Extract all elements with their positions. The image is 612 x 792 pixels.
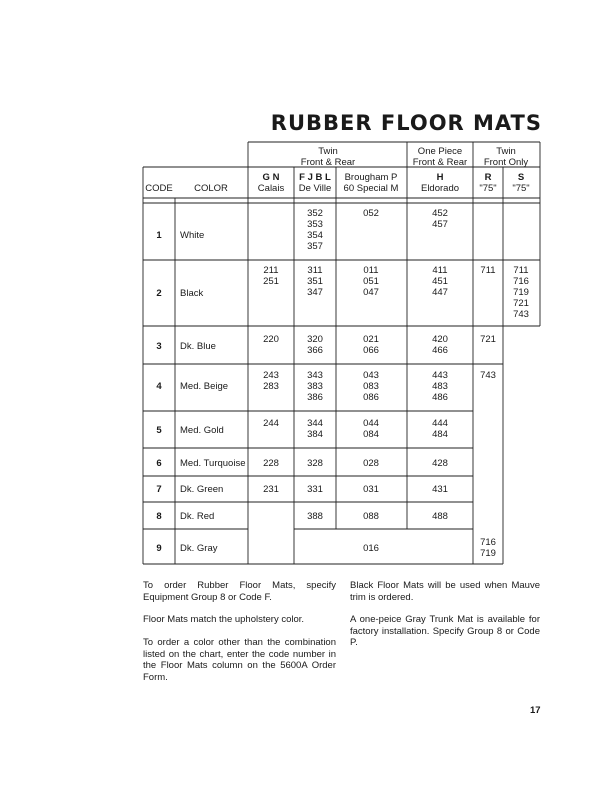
cell-brougham: 088 (363, 511, 379, 522)
header-twin-front-label: Twin (496, 146, 516, 157)
row-color: Dk. Gray (180, 543, 218, 554)
header-code: CODE (145, 183, 173, 194)
cell-gn: 244 (263, 418, 279, 429)
cell-brougham: 021 066 (363, 334, 379, 356)
header-gn-code: G N (262, 172, 280, 183)
cell-h: 488 (432, 511, 448, 522)
row-code: 1 (156, 230, 162, 241)
row-code: 9 (156, 543, 162, 554)
header-r-75: "75" (479, 183, 497, 194)
cell-fjbl: 388 (307, 511, 323, 522)
row-color: Dk. Red (180, 511, 215, 522)
cell-brougham: 028 (363, 458, 379, 469)
cell-fjbl: 320 366 (307, 334, 323, 356)
cell-fjbl: 352 353 354 357 (307, 208, 323, 252)
header-r-code: R (484, 172, 492, 183)
header-eldorado: Eldorado (420, 183, 460, 194)
header-front-only-label: Front Only (483, 157, 529, 168)
header-brougham: Brougham P (344, 172, 398, 183)
row-code: 5 (156, 425, 162, 436)
cell-brougham: 044 084 (363, 418, 379, 440)
cell-brougham: 016 (363, 543, 379, 554)
header-one-piece-sub: Front & Rear (412, 157, 468, 168)
cell-h: 452 457 (432, 208, 448, 230)
cell-h: 431 (432, 484, 448, 495)
note-right-2: A one-peice Gray Trunk Mat is available for factory installation. Specify Group 8 or Code P. (350, 614, 540, 648)
cell-gn: 228 (263, 458, 279, 469)
row-color: White (180, 230, 205, 241)
header-front-rear-label: Front & Rear (300, 157, 356, 168)
cell-h: 443 483 486 (432, 370, 448, 403)
header-col-h (421, 172, 459, 194)
cell-h: 444 484 (432, 418, 448, 440)
row-color: Dk. Blue (180, 341, 216, 352)
cell-r: 716 719 (480, 537, 496, 559)
cell-gn: 231 (263, 484, 279, 495)
header-calais: Calais (257, 183, 285, 194)
row-code: 3 (156, 341, 162, 352)
cell-h: 428 (432, 458, 448, 469)
cell-brougham: 043 083 086 (363, 370, 379, 403)
header-s-75: "75" (512, 183, 530, 194)
header-fjbl-code: F J B L (299, 172, 331, 183)
cell-h: 411 451 447 (432, 265, 448, 298)
header-col-brougham (344, 172, 399, 194)
header-col-gn (258, 172, 284, 194)
cell-gn: 211 251 (263, 265, 279, 287)
row-code: 8 (156, 511, 162, 522)
cell-fjbl: 344 384 (307, 418, 323, 440)
header-de-ville: De Ville (298, 183, 332, 194)
row-code: 6 (156, 458, 162, 469)
row-color: Med. Gold (180, 425, 224, 436)
header-twin-front-rear (301, 146, 355, 168)
header-60-special: 60 Special M (343, 183, 399, 194)
cell-r: 711 (480, 265, 496, 276)
page-number: 17 (530, 705, 541, 716)
header-s-code: S (517, 172, 525, 183)
cell-r: 721 (480, 334, 496, 345)
cell-brougham: 031 (363, 484, 379, 495)
row-color: Black (180, 288, 204, 299)
cell-h: 420 466 (432, 334, 448, 356)
cell-s: 711 716 719 721 743 (513, 265, 529, 320)
note-left-2: Floor Mats match the upholstery color. (143, 614, 305, 625)
header-twin-front-only (484, 146, 528, 168)
row-color: Med. Turquoise (180, 458, 246, 469)
cell-r: 743 (480, 370, 496, 381)
header-one-piece-label: One Piece (417, 146, 463, 157)
page-title: RUBBER FLOOR MATS (270, 111, 542, 135)
header-h-code: H (436, 172, 444, 183)
header-col-r (479, 172, 496, 194)
note-left-3: To order a color other than the combination listed on the chart, enter the code number in the Floor Mats column on the 5600A Order Form. (143, 637, 336, 683)
cell-fjbl: 343 383 386 (307, 370, 323, 403)
cell-fjbl: 331 (307, 484, 323, 495)
header-color: COLOR (194, 183, 228, 194)
cell-gn: 243 283 (263, 370, 279, 392)
cell-fjbl: 311 351 347 (307, 265, 323, 298)
row-color: Dk. Green (180, 484, 224, 495)
row-code: 4 (156, 381, 162, 392)
header-col-s (512, 172, 529, 194)
cell-gn: 220 (263, 334, 279, 345)
cell-fjbl: 328 (307, 458, 323, 469)
header-twin-label: Twin (318, 146, 338, 157)
note-right-1: Black Floor Mats will be used when Mauve trim is ordered. (350, 580, 540, 603)
header-one-piece (413, 146, 467, 168)
row-code: 7 (156, 484, 162, 495)
header-col-fjbl (299, 172, 332, 194)
cell-brougham: 052 (363, 208, 379, 219)
note-left-1: To order Rubber Floor Mats, specify Equipment Group 8 or Code F. (143, 580, 336, 603)
cell-brougham: 011 051 047 (363, 265, 379, 298)
row-code: 2 (156, 288, 162, 299)
row-color: Med. Beige (180, 381, 229, 392)
